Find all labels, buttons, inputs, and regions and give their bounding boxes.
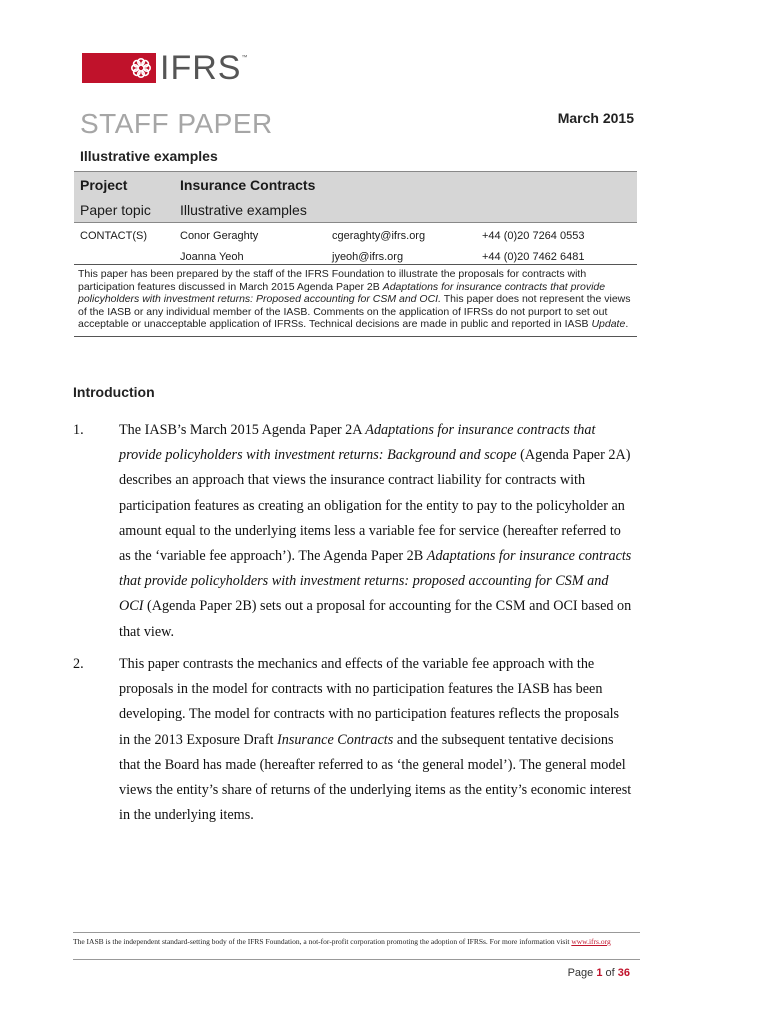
- paragraph-number: 2.: [73, 656, 84, 672]
- contact-phone: +44 (0)20 7264 0553: [482, 229, 585, 242]
- ifrs-logo: [82, 49, 248, 87]
- project-row: [74, 172, 637, 197]
- paper-topic-label: Paper topic: [80, 201, 151, 218]
- logo-flower-icon: [126, 53, 156, 83]
- page-total: 36: [617, 967, 630, 979]
- footer-note: The IASB is the independent standard-setting body of the IFRS Foundation, a not-for-profit corporation promoting the adoption of IFRSs. For more information visit www.ifrs.org: [73, 937, 611, 946]
- ifrs-website-link[interactable]: www.ifrs.org: [571, 937, 611, 946]
- paragraph-number: 1.: [73, 422, 84, 438]
- footer-divider: [73, 959, 640, 960]
- paper-date: March 2015: [557, 110, 634, 126]
- paragraph-1: [73, 418, 633, 645]
- paper-subtitle: Illustrative examples: [80, 148, 218, 164]
- paper-topic-value: Illustrative examples: [180, 201, 307, 218]
- paragraph-2: [73, 652, 633, 828]
- page-number: 1: [596, 967, 603, 979]
- footer-divider: [73, 932, 640, 933]
- contact-phone: +44 (0)20 7462 6481: [482, 250, 585, 263]
- project-header-block: [74, 171, 637, 223]
- introduction-heading: Introduction: [73, 384, 155, 400]
- contact-email[interactable]: cgeraghty@ifrs.org: [332, 229, 426, 242]
- logo-text: IFRS: [160, 49, 242, 87]
- doc-type-title: STAFF PAPER: [80, 108, 273, 139]
- contact-email[interactable]: jyeoh@ifrs.org: [332, 250, 404, 263]
- logo-red-bar: [82, 53, 126, 83]
- contacts-label: CONTACT(S): [80, 229, 148, 242]
- paragraph-text: The IASB’s March 2015 Agenda Paper 2A Adaptations for insurance contracts that provide policyholders with investment returns: Background and scope (Agenda Paper 2A) describes an approach that views the insurance contract liability for contracts with participation features as creating an obligation for the entity to pay to the policyholder an amount equal to the underlying items less a variable fee for service (hereafter referred to as the ‘variable fee approach’). The Agenda Paper 2B Adaptations for insurance contracts that provide policyholders with investment returns: proposed accounting for CSM and OCI (Agenda Paper 2B) sets out a proposal for accounting for the CSM and OCI based on that view.: [119, 422, 632, 640]
- contact-name: Joanna Yeoh: [180, 250, 244, 263]
- paragraph-text: This paper contrasts the mechanics and effects of the variable fee approach with the proposals in the model for contracts with no participation features the IASB has been developing. The model for contracts with no participation features reflects the proposals in the 2013 Exposure Draft Insurance Contracts and the subsequent tentative decisions that the Board has made (hereafter referred to as ‘the general model’). The general model views the entity’s share of returns of the underlying items as the entity’s economic interest in the underlying items.: [119, 656, 632, 824]
- paper-topic-row: [74, 197, 637, 222]
- page-indicator: Page 1 of 36: [567, 967, 630, 979]
- contact-name: Conor Geraghty: [180, 229, 259, 242]
- project-info-table: [74, 171, 637, 267]
- project-label: Project: [80, 176, 128, 193]
- contact-row: [74, 225, 637, 246]
- logo-trademark: ™: [241, 55, 248, 61]
- project-value: Insurance Contracts: [180, 176, 316, 193]
- disclaimer-box: This paper has been prepared by the staff of the IFRS Foundation to illustrate the proposals for contracts with participation features discussed in March 2015 Agenda Paper 2B Adaptations for insurance contracts that provide policyholders with investment returns: Proposed accounting for CSM and OCI. This paper does not represent the views of the IASB or any individual member of the IASB. Comments on the application of IFRSs do not purport to set out acceptable or unacceptable application of IFRSs. Technical decisions are made in public and reported in IASB Update.: [74, 264, 637, 337]
- contacts-block: [74, 223, 637, 267]
